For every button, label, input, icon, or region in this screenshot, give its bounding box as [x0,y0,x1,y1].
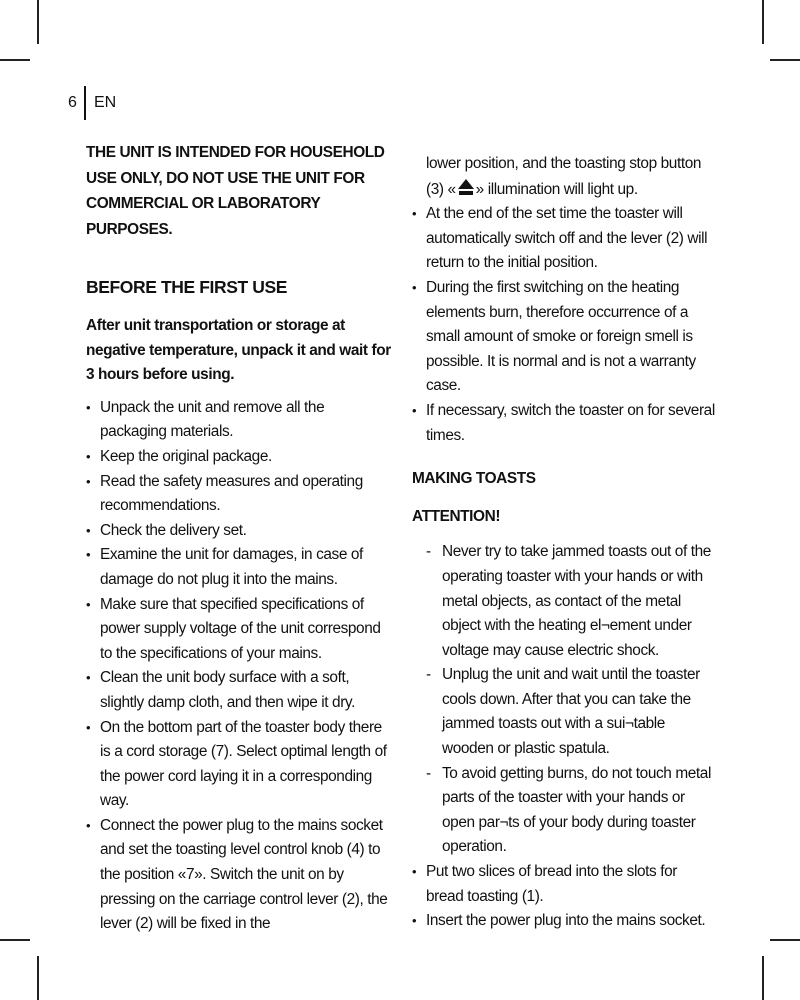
right-column [412,152,717,934]
left-column [86,140,391,937]
crop-mark-bottom-right-h [770,939,800,941]
before-first-use-title: BEFORE THE FIRST USE [86,277,288,297]
language-label: EN [94,94,117,111]
list-item: • If necessary, switch the toaster on for several times. [412,399,717,448]
making-toasts-title: MAKING TOASTS [412,470,536,488]
continued-paragraph [412,152,717,202]
before-first-use-lead: After unit transportation or storage at negative temperature, unpack it and wait for 3 hours before using. [86,317,391,384]
list-item: • Clean the unit body surface with a soft, slightly damp cloth, and then wipe it dry. [86,666,391,715]
before-first-use-list [86,396,391,937]
crop-mark-bottom-left [37,956,39,1000]
list-item: • Put two slices of bread into the slots for bread toasting (1). [412,860,717,909]
crop-mark-bottom-left-h [0,939,30,941]
list-item: - Never try to take jammed toasts out of the operating toaster with your hands or with metal objects, as contact of the metal object with the heating el¬ement under voltage may cause electric shock. [426,540,717,663]
list-item: • Keep the original package. [86,445,391,470]
attention-heading: ATTENTION! [412,507,501,525]
list-item: • Check the delivery set. [86,519,391,544]
attention-list [426,540,717,860]
continued-text-end: » illumination will light up. [475,180,638,198]
list-item: • Read the safety measures and operating recommendations. [86,470,391,519]
right-column-list [412,202,717,448]
list-item: • During the first switching on the heating elements burn, therefore occurrence of a small amount of smoke or foreign smell is possible. It is normal and is not a warranty case. [412,276,717,399]
list-item: • Connect the power plug to the mains socket and set the toasting level control knob (4) to the position «7». Switch the unit on by pressing on the carriage control lever (2), the lever (2) will be fixed in the [86,814,391,937]
continued-text-start: lower position, and the toasting stop button (3) « [426,155,702,198]
list-item: • Unpack the unit and remove all the packaging materials. [86,396,391,445]
list-item: - Unplug the unit and wait until the toaster cools down. After that you can take the jammed toasts out with a sui¬table wooden or plastic spatula. [426,663,717,761]
crop-mark-top-right [762,0,764,44]
eject-stop-icon [456,177,476,197]
page-number: 6 [68,94,77,111]
list-item: • At the end of the set time the toaster will automatically switch off and the lever (2) will return to the initial position. [412,202,717,276]
crop-mark-bottom-right [762,956,764,1000]
crop-mark-top-right-h [770,59,800,61]
making-toasts-list [412,860,717,934]
list-item: - To avoid getting burns, do not touch metal parts of the toaster with your hands or open par¬ts of your body during toaster operation. [426,762,717,860]
list-item: • Examine the unit for damages, in case of damage do not plug it into the mains. [86,543,391,592]
crop-mark-top-left-h [0,59,30,61]
header-divider [84,86,86,120]
household-use-warning: THE UNIT IS INTENDED FOR HOUSEHOLD USE ONLY, DO NOT USE THE UNIT FOR COMMERCIAL OR LABORATORY PURPOSES. [86,144,385,238]
list-item: • On the bottom part of the toaster body there is a cord storage (7). Select optimal length of the power cord laying it in a corresponding way. [86,716,391,814]
list-item: • Insert the power plug into the mains socket. [412,909,717,934]
list-item: • Make sure that specified specifications of power supply voltage of the unit correspond to the specifications of your mains. [86,593,391,667]
crop-mark-top-left [37,0,39,44]
